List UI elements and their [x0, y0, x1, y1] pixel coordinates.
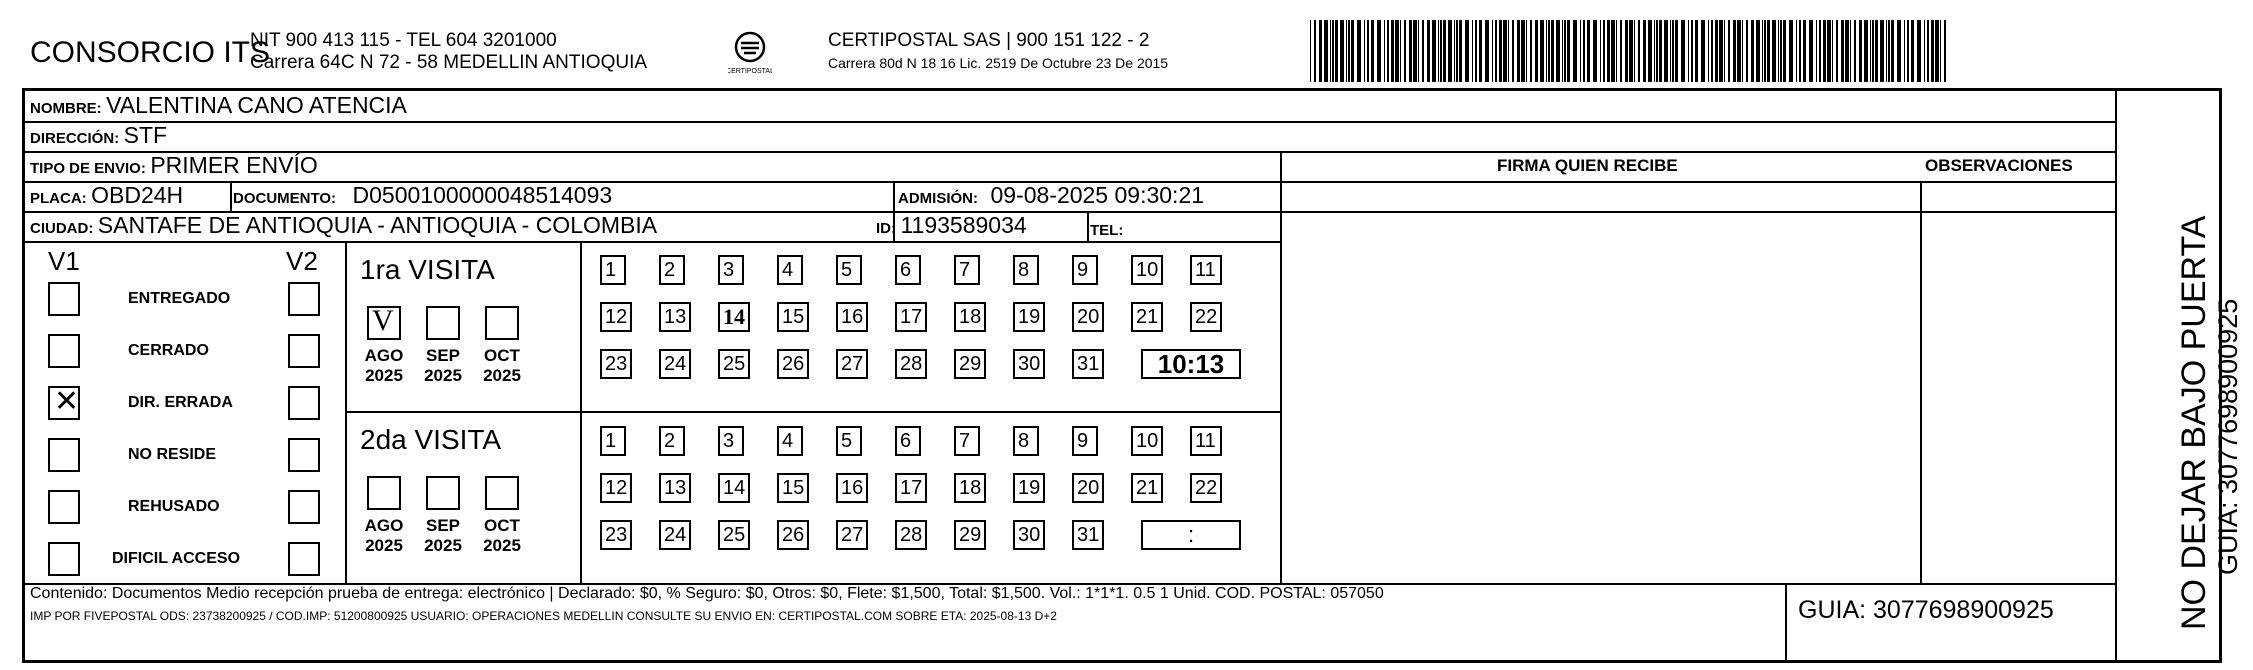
day-box[interactable]: 9	[1072, 255, 1098, 285]
barcode-bar	[1931, 20, 1934, 82]
barcode-bar	[1492, 20, 1493, 82]
year-label: 2025	[365, 536, 403, 555]
barcode-bar	[1593, 20, 1597, 82]
barcode-bar	[1517, 20, 1520, 82]
day-box[interactable]: 18	[954, 473, 986, 503]
barcode-bar	[1872, 20, 1874, 82]
day-box[interactable]: 31	[1072, 520, 1104, 550]
day-box[interactable]: 19	[1013, 473, 1045, 503]
barcode-bar	[1418, 20, 1419, 82]
day-box[interactable]: 16	[836, 473, 868, 503]
barcode-bar	[1364, 20, 1365, 82]
barcode-bar	[1387, 20, 1389, 82]
barcode-bar	[1764, 20, 1766, 82]
day-box[interactable]: 17	[895, 473, 927, 503]
month-checkbox[interactable]	[485, 476, 519, 510]
v2-checkbox[interactable]	[288, 282, 320, 316]
tipo-row	[30, 152, 318, 179]
barcode-bar	[1357, 20, 1361, 82]
barcode-bar	[1841, 20, 1844, 82]
barcode-bar	[1675, 20, 1678, 82]
barcode-bar	[1324, 20, 1328, 82]
day-box[interactable]: 23	[600, 349, 632, 379]
day-box[interactable]: 26	[777, 520, 809, 550]
barcode-bar	[1836, 20, 1838, 82]
barcode-bar	[1535, 20, 1538, 82]
v2-checkbox[interactable]	[288, 334, 320, 368]
barcode-bar	[1924, 20, 1925, 82]
v1-checkbox[interactable]	[48, 282, 80, 316]
status-label-2: DIR. ERRADA	[128, 394, 233, 411]
ciudad-value: SANTAFE DE ANTIOQUIA - ANTIOQUIA - COLOMBIA	[97, 212, 658, 238]
day-box[interactable]: 24	[659, 520, 691, 550]
barcode-bar	[1809, 20, 1813, 82]
v2-checkbox[interactable]	[288, 490, 320, 524]
day-box[interactable]: 25	[718, 349, 750, 379]
barcode-bar	[1573, 20, 1577, 82]
side-warning	[2175, 216, 2243, 630]
month-checkbox[interactable]	[367, 306, 401, 340]
year-label: 2025	[483, 366, 521, 385]
barcode-bar	[1664, 20, 1668, 82]
barcode-bar	[1670, 20, 1671, 82]
day-box[interactable]: 11	[1190, 426, 1222, 456]
barcode-bar	[1772, 20, 1776, 82]
nombre-row	[30, 92, 407, 119]
barcode-bar	[1917, 20, 1921, 82]
barcode-bar	[1440, 20, 1442, 82]
month-mark: V	[372, 304, 394, 337]
svg-text:CERTIPOSTAL: CERTIPOSTAL	[728, 68, 772, 75]
status-label-0: ENTREGADO	[128, 290, 231, 307]
barcode-bar	[1827, 20, 1831, 82]
day-box[interactable]: 22	[1190, 302, 1222, 332]
barcode-bar	[1459, 20, 1462, 82]
barcode-bar	[1404, 20, 1406, 82]
barcode-bar	[1346, 20, 1347, 82]
barcode	[1310, 20, 1950, 82]
barcode-bar	[1548, 20, 1550, 82]
shipping-form	[22, 88, 2222, 663]
v2-checkbox[interactable]	[288, 438, 320, 472]
day-box[interactable]: 20	[1072, 302, 1104, 332]
observaciones-header: OBSERVACIONES	[1925, 156, 2073, 175]
barcode-bar	[1799, 20, 1801, 82]
barcode-bar	[1319, 20, 1322, 82]
day-box[interactable]: 10	[1131, 426, 1163, 456]
day-box[interactable]: 23	[600, 520, 632, 550]
day-box[interactable]: 1	[600, 255, 626, 285]
v1-checkbox[interactable]	[48, 490, 80, 524]
barcode-bar	[1756, 20, 1760, 82]
day-box[interactable]: 15	[777, 473, 809, 503]
year-label: 2025	[365, 366, 403, 385]
barcode-bar	[1611, 20, 1615, 82]
barcode-bar	[1719, 20, 1723, 82]
time-box[interactable]: 10:13	[1141, 349, 1241, 379]
v1-checkbox[interactable]	[48, 386, 80, 420]
day-box[interactable]: 4	[777, 255, 803, 285]
barcode-bar	[1944, 20, 1946, 82]
barcode-bar	[1746, 20, 1748, 82]
barcode-bar	[1479, 20, 1482, 82]
day-box[interactable]: 22	[1190, 473, 1222, 503]
barcode-bar	[1310, 20, 1311, 82]
nombre-value: VALENTINA CANO ATENCIA	[106, 92, 407, 118]
day-box[interactable]: 10	[1131, 255, 1163, 285]
barcode-bar	[1620, 20, 1622, 82]
barcode-bar	[1564, 20, 1566, 82]
barcode-bar	[1625, 20, 1628, 82]
ciudad-label: CIUDAD:	[30, 220, 94, 237]
day-box[interactable]: 19	[1013, 302, 1045, 332]
barcode-bar	[1448, 20, 1452, 82]
id-row	[876, 212, 1027, 239]
barcode-bar	[1456, 20, 1458, 82]
nit-line: NIT 900 413 115 - TEL 604 3201000	[250, 30, 557, 51]
day-box[interactable]: 26	[777, 349, 809, 379]
barcode-bar	[1864, 20, 1868, 82]
day-box[interactable]: 7	[954, 255, 980, 285]
day-box[interactable]: 20	[1072, 473, 1104, 503]
barcode-bar	[1880, 20, 1884, 82]
barcode-bar	[1845, 20, 1849, 82]
barcode-bar	[1701, 20, 1705, 82]
month-label: OCT	[484, 516, 520, 535]
day-box[interactable]: 15	[777, 302, 809, 332]
barcode-bar	[1780, 20, 1782, 82]
barcode-bar	[1314, 20, 1316, 82]
barcode-bar	[1607, 20, 1610, 82]
day-box[interactable]: 29	[954, 520, 986, 550]
day-box[interactable]: 2	[659, 426, 685, 456]
barcode-bar	[1335, 20, 1338, 82]
barcode-bar	[1432, 20, 1436, 82]
status-label-4: REHUSADO	[128, 498, 220, 515]
visit1-title: 1ra VISITA	[360, 254, 495, 285]
v1-checkbox[interactable]	[48, 438, 80, 472]
side-guia-text: GUIA: 3077698900925	[2213, 298, 2243, 575]
barcode-bar	[1695, 20, 1698, 82]
admision-value: 09-08-2025 09:30:21	[990, 182, 1205, 208]
barcode-bar	[1888, 20, 1890, 82]
tel-label: TEL:	[1090, 222, 1124, 239]
barcode-bar	[1656, 20, 1658, 82]
barcode-bar	[1391, 20, 1394, 82]
day-box[interactable]: 28	[895, 520, 927, 550]
day-box[interactable]: 3	[718, 255, 744, 285]
barcode-bar	[1485, 20, 1489, 82]
month-checkbox[interactable]	[426, 476, 460, 510]
year-label: 2025	[483, 536, 521, 555]
barcode-bar	[1728, 20, 1730, 82]
barcode-bar	[1465, 20, 1469, 82]
day-box[interactable]	[718, 302, 750, 332]
barcode-bar	[1384, 20, 1385, 82]
barcode-bar	[1330, 20, 1331, 82]
barcode-bar	[1454, 20, 1455, 82]
barcode-bar	[1751, 20, 1754, 82]
barcode-bar	[1715, 20, 1718, 82]
barcode-bar	[1789, 20, 1793, 82]
day-box[interactable]: 18	[954, 302, 986, 332]
barcode-bar	[1546, 20, 1547, 82]
day-box[interactable]: 12	[600, 473, 632, 503]
placa-row	[30, 182, 183, 209]
month-checkbox[interactable]	[485, 306, 519, 340]
barcode-bar	[1616, 20, 1617, 82]
documento-label: DOCUMENTO:	[233, 190, 337, 207]
barcode-bar	[1567, 20, 1570, 82]
month-checkbox[interactable]	[426, 306, 460, 340]
barcode-bar	[1711, 20, 1713, 82]
day-box[interactable]: 27	[836, 520, 868, 550]
barcode-bar	[1796, 20, 1797, 82]
barcode-bar	[1629, 20, 1633, 82]
month-label: SEP	[425, 346, 461, 365]
day-box[interactable]: 5	[836, 426, 862, 456]
time-box[interactable]: :	[1141, 520, 1241, 550]
barcode-bar	[1600, 20, 1601, 82]
v1-checkbox[interactable]	[48, 334, 80, 368]
barcode-bar	[1767, 20, 1770, 82]
barcode-bar	[1803, 20, 1806, 82]
visit2-title: 2da VISITA	[360, 424, 502, 455]
barcode-bar	[1737, 20, 1741, 82]
day-box[interactable]: 5	[836, 255, 862, 285]
barcode-bar	[1708, 20, 1709, 82]
tipo-label: TIPO DE ENVIO:	[30, 160, 146, 177]
certipostal-info	[828, 30, 1168, 74]
barcode-bar	[1819, 20, 1821, 82]
day-box[interactable]: 13	[659, 473, 691, 503]
barcode-bar	[1643, 20, 1646, 82]
barcode-bar	[1556, 20, 1560, 82]
day-mark: 14	[723, 304, 745, 329]
id-label: ID:	[876, 220, 896, 237]
tipo-value: PRIMER ENVÍO	[150, 152, 318, 178]
month-label: AGO	[364, 346, 404, 365]
day-box[interactable]: 8	[1013, 255, 1039, 285]
footer-line1: Contenido: Documentos Medio recepción prueba de entrega: electrónico | Declarado: $0, % Seguro: $0, Otros: $0, Flete: $1,500, Total: $1,500. Vol.: 1*1*1. 0.5 1 Unid. COD. POSTAL: 057050	[30, 585, 1384, 602]
footer-line2: IMP POR FIVEPOSTAL ODS: 23738200925 / COD.IMP: 51200800925 USUARIO: OPERACIONES MEDELLIN CONSULTE SU ENVIO EN: CERTIPOSTAL.COM SOBRE ETA: 2025-08-13 D+2	[30, 609, 1057, 623]
barcode-bar	[1634, 20, 1635, 82]
barcode-bar	[1859, 20, 1862, 82]
day-box[interactable]: 3	[718, 426, 744, 456]
barcode-bar	[1907, 20, 1909, 82]
barcode-bar	[1443, 20, 1446, 82]
day-box[interactable]: 30	[1013, 349, 1045, 379]
certipostal-line: CERTIPOSTAL SAS | 900 151 122 - 2	[828, 30, 1150, 51]
barcode-bar	[1891, 20, 1894, 82]
barcode-bar	[1911, 20, 1914, 82]
barcode-bar	[1427, 20, 1430, 82]
nombre-label: NOMBRE:	[30, 100, 102, 117]
status-label-1: CERRADO	[128, 342, 209, 359]
id-value: 1193589034	[900, 212, 1027, 238]
documento-value: D0500100000048514093	[352, 182, 613, 208]
day-box[interactable]: 28	[895, 349, 927, 379]
barcode-bar	[1472, 20, 1473, 82]
barcode-bar	[1499, 20, 1502, 82]
barcode-bar	[1540, 20, 1544, 82]
barcode-bar	[1654, 20, 1655, 82]
month-label: OCT	[484, 346, 520, 365]
barcode-bar	[1870, 20, 1871, 82]
company-name: CONSORCIO ITS	[30, 36, 271, 69]
barcode-bar	[1526, 20, 1527, 82]
barcode-bar	[1733, 20, 1736, 82]
placa-value: OBD24H	[91, 182, 184, 208]
barcode-bar	[1691, 20, 1693, 82]
v2-checkbox[interactable]	[288, 542, 320, 576]
barcode-bar	[1521, 20, 1525, 82]
barcode-bar	[1508, 20, 1509, 82]
day-box[interactable]: 6	[895, 426, 921, 456]
day-box[interactable]: 9	[1072, 426, 1098, 456]
barcode-bar	[1778, 20, 1779, 82]
day-box[interactable]: 21	[1131, 302, 1163, 332]
admision-label: ADMISIÓN:	[898, 190, 978, 207]
barcode-bar	[1332, 20, 1334, 82]
barcode-bar	[1551, 20, 1554, 82]
barcode-bar	[1783, 20, 1786, 82]
day-box[interactable]: 24	[659, 349, 691, 379]
day-box[interactable]: 21	[1131, 473, 1163, 503]
barcode-bar	[1438, 20, 1439, 82]
barcode-bar	[1688, 20, 1689, 82]
barcode-bar	[1512, 20, 1514, 82]
year-label: 2025	[424, 536, 462, 555]
day-box[interactable]: 16	[836, 302, 868, 332]
day-box[interactable]: 4	[777, 426, 803, 456]
v1-checkbox[interactable]	[48, 542, 80, 576]
barcode-bar	[1530, 20, 1532, 82]
direccion-row	[30, 122, 167, 149]
barcode-bar	[1638, 20, 1640, 82]
barcode-bar	[1562, 20, 1563, 82]
day-box[interactable]: 29	[954, 349, 986, 379]
direccion-value: STF	[123, 122, 168, 148]
barcode-bar	[1422, 20, 1424, 82]
barcode-bar	[1816, 20, 1817, 82]
day-box[interactable]: 31	[1072, 349, 1104, 379]
side-big-text: NO DEJAR BAJO PUERTA	[2175, 215, 2213, 630]
ciudad-row	[30, 212, 657, 239]
check-mark-icon: ✕	[54, 385, 80, 418]
day-box[interactable]: 2	[659, 255, 685, 285]
barcode-bar	[1377, 20, 1381, 82]
year-label: 2025	[424, 366, 462, 385]
day-box[interactable]: 17	[895, 302, 927, 332]
placa-label: PLACA:	[30, 190, 87, 207]
status-label-5: DIFICIL ACCESO	[112, 550, 241, 567]
barcode-bar	[1351, 20, 1354, 82]
certipostal-logo	[728, 30, 772, 76]
barcode-bar	[1659, 20, 1662, 82]
barcode-bar	[1583, 20, 1585, 82]
month-checkbox[interactable]	[367, 476, 401, 510]
barcode-bar	[1672, 20, 1674, 82]
day-box[interactable]: 14	[718, 473, 750, 503]
day-box[interactable]: 1	[600, 426, 626, 456]
certipostal-address: Carrera 80d N 18 16 Lic. 2519 De Octubre 23 De 2015	[828, 55, 1169, 71]
barcode-bar	[1413, 20, 1417, 82]
guia-box: GUIA: 3077698900925	[1798, 596, 2054, 624]
company-info	[250, 30, 647, 74]
v2-checkbox[interactable]	[288, 386, 320, 420]
day-box[interactable]: 12	[600, 302, 632, 332]
barcode-bar	[1495, 20, 1497, 82]
barcode-bar	[1400, 20, 1401, 82]
barcode-bar	[1904, 20, 1905, 82]
barcode-bar	[1395, 20, 1399, 82]
day-box[interactable]: 25	[718, 520, 750, 550]
barcode-bar	[1832, 20, 1833, 82]
barcode-bar	[1940, 20, 1941, 82]
v2-header: V2	[286, 246, 318, 276]
firma-header: FIRMA QUIEN RECIBE	[1497, 156, 1678, 175]
barcode-bar	[1371, 20, 1374, 82]
barcode-bar	[1603, 20, 1605, 82]
barcode-bar	[1897, 20, 1901, 82]
barcode-bar	[1367, 20, 1369, 82]
admision-row	[898, 182, 1204, 209]
status-label-3: NO RESIDE	[128, 446, 217, 463]
barcode-bar	[1886, 20, 1887, 82]
barcode-bar	[1854, 20, 1856, 82]
day-box[interactable]: 13	[659, 302, 691, 332]
day-box[interactable]: 30	[1013, 520, 1045, 550]
direccion-label: DIRECCIÓN:	[30, 130, 120, 147]
barcode-bar	[1850, 20, 1851, 82]
barcode-bar	[1648, 20, 1652, 82]
month-label: SEP	[425, 516, 461, 535]
barcode-bar	[1724, 20, 1725, 82]
month-label: AGO	[364, 516, 404, 535]
barcode-bar	[1927, 20, 1929, 82]
barcode-bar	[1935, 20, 1939, 82]
barcode-bar	[1475, 20, 1477, 82]
barcode-bar	[1681, 20, 1685, 82]
day-box[interactable]: 7	[954, 426, 980, 456]
barcode-bar	[1340, 20, 1344, 82]
day-box[interactable]: 6	[895, 255, 921, 285]
day-box[interactable]: 27	[836, 349, 868, 379]
day-box[interactable]: 8	[1013, 426, 1039, 456]
tel-row	[1090, 214, 1123, 241]
barcode-bar	[1348, 20, 1350, 82]
address-line: Carrera 64C N 72 - 58 MEDELLIN ANTIOQUIA	[250, 52, 648, 73]
barcode-bar	[1503, 20, 1507, 82]
barcode-bar	[1587, 20, 1590, 82]
barcode-bar	[1742, 20, 1743, 82]
barcode-bar	[1875, 20, 1878, 82]
barcode-bar	[1409, 20, 1412, 82]
barcode-bar	[1823, 20, 1826, 82]
barcode-bar	[1762, 20, 1763, 82]
barcode-bar	[1580, 20, 1581, 82]
documento-row	[233, 182, 612, 209]
v1-header: V1	[48, 246, 80, 276]
day-box[interactable]: 11	[1190, 255, 1222, 285]
